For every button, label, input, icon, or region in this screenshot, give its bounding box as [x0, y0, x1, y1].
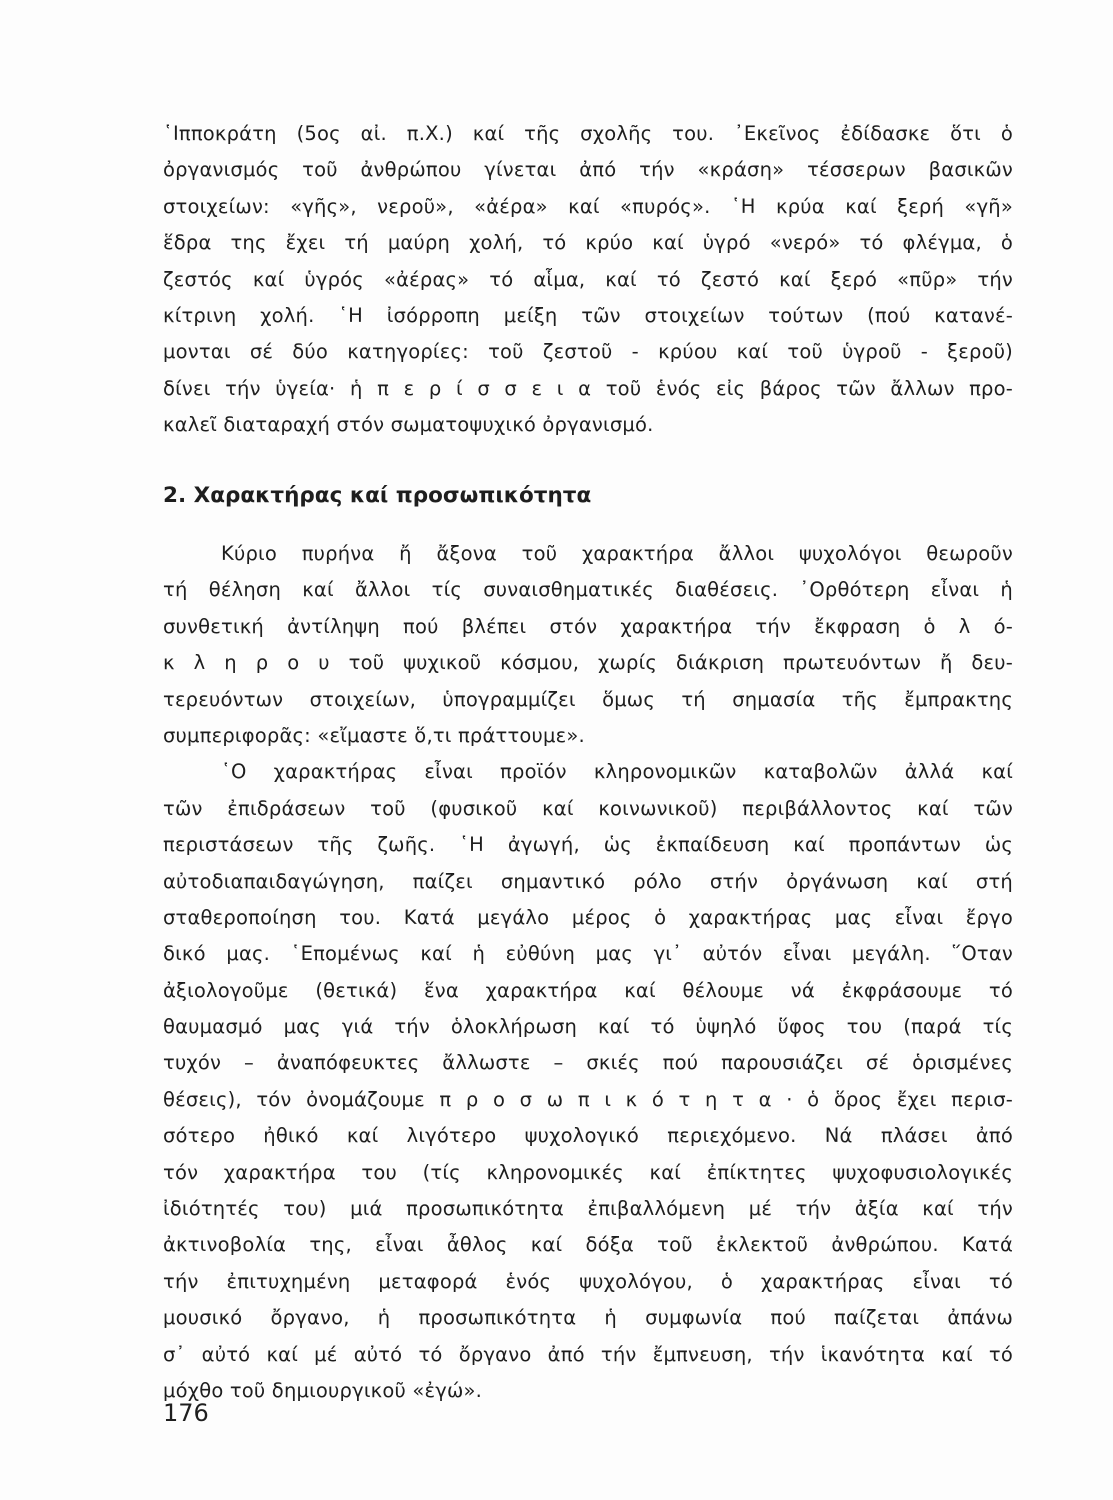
text-line: κ λ η ρ ο υ τοῦ ψυχικοῦ κόσμου, χωρίς διάκριση πρωτευόντων ἤ δευ-	[163, 651, 1013, 675]
paragraph-personality	[163, 754, 1013, 1409]
paragraph-character-core	[163, 536, 1013, 754]
text-line: σταθεροποίηση του. Κατά μεγάλο μέρος ὁ χαρακτήρας μας εἶναι ἔργο	[163, 905, 1013, 929]
section-body	[163, 536, 1013, 1409]
text-line: τερευόντων στοιχείων, ὑπογραμμίζει ὅμως τή σημασία τῆς ἔμπρακτης	[163, 687, 1013, 711]
text-line: τήν ἐπιτυχημένη μεταφορά ἑνός ψυχολόγου, ὁ χαρακτήρας εἶναι τό	[163, 1269, 1013, 1293]
text-line: ἀξιολογοῦμε (θετικά) ἕνα χαρακτήρα καί θέλουμε νά ἐκφράσουμε τό	[163, 978, 1013, 1002]
text-line: ῾Ο χαρακτήρας εἶναι προϊόν κληρονομικῶν καταβολῶν ἀλλά καί	[221, 760, 1013, 784]
text-line: αὐτοδιαπαιδαγώγηση, παίζει σημαντικό ρόλο στήν ὀργάνωση καί στή	[163, 869, 1013, 893]
text-line: μόχθο τοῦ δημιουργικοῦ «ἐγώ».	[163, 1378, 483, 1402]
text-line: ἕδρα της ἔχει τή μαύρη χολή, τό κρύο καί ὑγρό «νερό» τό φλέγμα, ὁ	[163, 231, 1013, 255]
text-line: ὀργανισμός τοῦ ἀνθρώπου γίνεται ἀπό τήν «κράση» τέσσερων βασικῶν	[163, 158, 1013, 182]
text-line: μονται σέ δύο κατηγορίες: τοῦ ζεστοῦ - κρύου καί τοῦ ὑγροῦ - ξεροῦ)	[163, 340, 1013, 364]
text-line: θέσεις), τόν ὀνομάζουμε π ρ ο σ ω π ι κ ό τ η τ α · ὁ ὅρος ἔχει περισ-	[163, 1087, 1013, 1111]
text-line: συμπεριφορᾶς: «εἴμαστε ὅ,τι πράττουμε».	[163, 723, 585, 747]
text-line: δίνει τήν ὑγεία· ἡ π ε ρ ί σ σ ε ι α τοῦ ἑνός εἰς βάρος τῶν ἄλλων προ-	[163, 376, 1013, 400]
text-line: κίτρινη χολή. ῾Η ἰσόρροπη μείξη τῶν στοιχείων τούτων (πού κατανέ-	[163, 303, 1013, 327]
text-line: ῾Ιπποκράτη (5ος αἰ. π.Χ.) καί τῆς σχολῆς του. ᾿Εκεῖνος ἐδίδασκε ὅτι ὁ	[163, 122, 1013, 145]
text-line: τόν χαρακτήρα του (τίς κληρονομικές καί ἐπίκτητες ψυχοφυσιολογικές	[163, 1160, 1013, 1184]
page-number: 176	[163, 1399, 209, 1427]
text-line: τυχόν – ἀναπόφευκτες ἄλλωστε – σκιές πού παρουσιάζει σέ ὁρισμένες	[163, 1051, 1013, 1075]
text-line: σ᾿ αὐτό καί μέ αὐτό τό ὄργανο ἀπό τήν ἔμπνευση, τήν ἱκανότητα καί τό	[163, 1342, 1013, 1366]
text-line: περιστάσεων τῆς ζωῆς. ῾Η ἀγωγή, ὡς ἐκπαίδευση καί προπάντων ὡς	[163, 833, 1013, 857]
text-line: συνθετική ἀντίληψη πού βλέπει στόν χαρακτήρα τήν ἔκφραση ὁ λ ό-	[163, 614, 1013, 638]
paragraph-hippocrates	[163, 116, 1013, 444]
text-line: δικό μας. ῾Επομένως καί ἡ εὐθύνη μας γι᾿ αὐτόν εἶναι μεγάλη. ῞Οταν	[163, 942, 1013, 966]
text-line: θαυμασμό μας γιά τήν ὁλοκλήρωση καί τό ὑψηλό ὕφος του (παρά τίς	[163, 1015, 1013, 1039]
text-line: τῶν ἐπιδράσεων τοῦ (φυσικοῦ καί κοινωνικοῦ) περιβάλλοντος καί τῶν	[163, 796, 1013, 820]
text-line: μουσικό ὄργανο, ἡ προσωπικότητα ἡ συμφωνία πού παίζεται ἀπάνω	[163, 1306, 1013, 1330]
section-heading: 2. Χαρακτήρας καί προσωπικότητα	[163, 483, 592, 508]
text-line: Κύριο πυρήνα ἤ ἄξονα τοῦ χαρακτήρα ἄλλοι ψυχολόγοι θεωροῦν	[221, 542, 1013, 565]
text-line: ἰδιότητές του) μιά προσωπικότητα ἐπιβαλλόμενη μέ τήν ἀξία καί τήν	[163, 1197, 1013, 1221]
text-line: τή θέληση καί ἄλλοι τίς συναισθηματικές διαθέσεις. ᾿Ορθότερη εἶναι ἡ	[163, 578, 1013, 602]
text-line: ζεστός καί ὑγρός «ἀέρας» τό αἷμα, καί τό ζεστό καί ξερό «πῦρ» τήν	[163, 267, 1013, 291]
text-line: ἀκτινοβολία της, εἶναι ἆθλος καί δόξα τοῦ ἐκλεκτοῦ ἀνθρώπου. Κατά	[163, 1233, 1013, 1257]
text-line: σότερο ἠθικό καί λιγότερο ψυχολογικό περιεχόμενο. Νά πλάσει ἀπό	[163, 1124, 1013, 1148]
text-line: καλεῖ διαταραχή στόν σωματοψυχικό ὀργανισμό.	[163, 413, 654, 437]
text-line: στοιχείων: «γῆς», νεροῦ», «ἀέρα» καί «πυρός». ῾Η κρύα καί ξερή «γῆ»	[163, 194, 1013, 218]
